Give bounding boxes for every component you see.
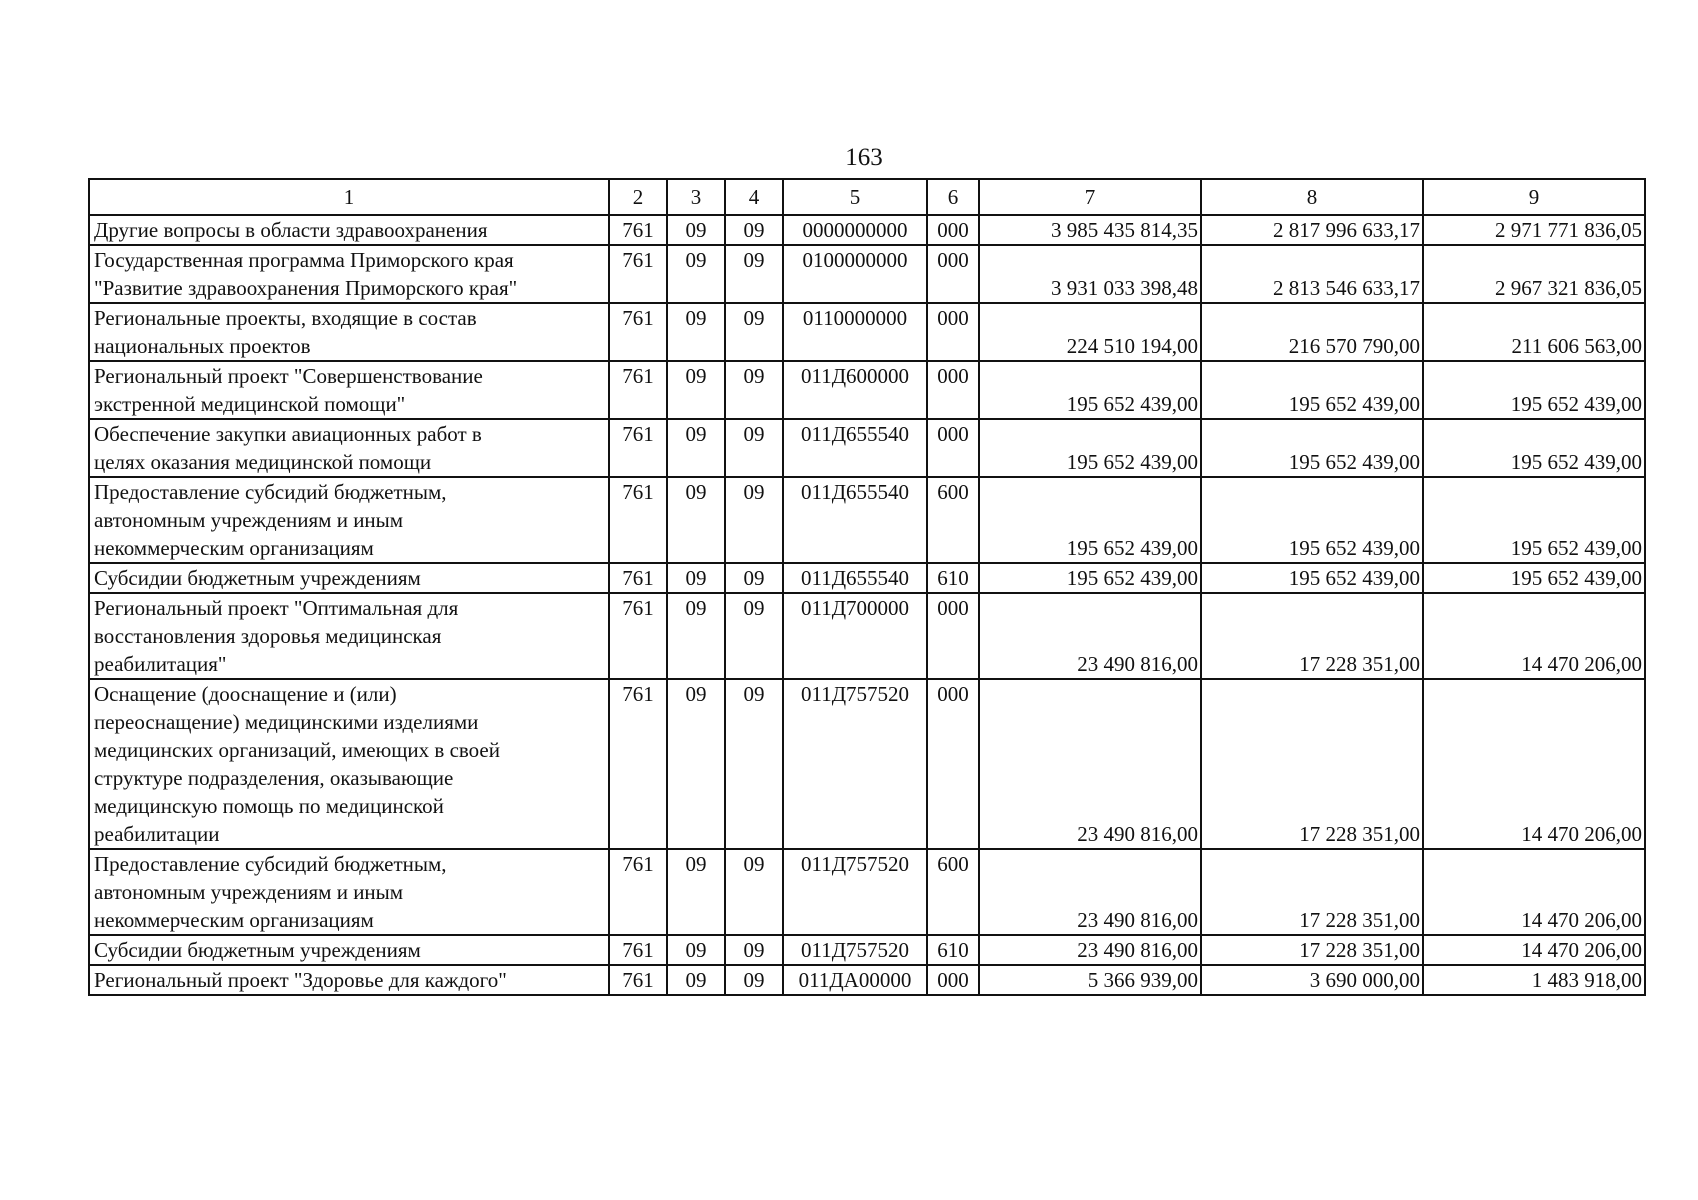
code-col-6: 000 bbox=[927, 965, 979, 995]
row-name-line: экстренной медицинской помощи" bbox=[94, 392, 406, 416]
code-col-5: 011Д600000 bbox=[783, 361, 927, 419]
code-col-6: 000 bbox=[927, 215, 979, 245]
table-row bbox=[89, 965, 1645, 995]
code-col-2: 761 bbox=[609, 215, 667, 245]
row-name-line: реабилитации bbox=[94, 822, 220, 846]
row-name-line: переоснащение) медицинскими изделиями bbox=[94, 710, 479, 734]
amount-col-9: 14 470 206,00 bbox=[1423, 849, 1645, 935]
row-name-line: Субсидии бюджетным учреждениям bbox=[94, 938, 421, 962]
row-name-line: Предоставление субсидий бюджетным, bbox=[94, 480, 447, 504]
row-name-line: Другие вопросы в области здравоохранения bbox=[94, 218, 488, 242]
table-row bbox=[89, 215, 1645, 245]
code-col-4: 09 bbox=[725, 679, 783, 849]
row-name bbox=[89, 215, 609, 245]
table-row bbox=[89, 245, 1645, 303]
amount-col-7: 224 510 194,00 bbox=[979, 303, 1201, 361]
code-col-4: 09 bbox=[725, 477, 783, 563]
code-col-2: 761 bbox=[609, 361, 667, 419]
amount-col-8: 3 690 000,00 bbox=[1201, 965, 1423, 995]
code-col-6: 610 bbox=[927, 935, 979, 965]
amount-col-9: 14 470 206,00 bbox=[1423, 679, 1645, 849]
code-col-5: 011Д700000 bbox=[783, 593, 927, 679]
amount-col-7: 23 490 816,00 bbox=[979, 679, 1201, 849]
row-name-line: медицинских организаций, имеющих в своей bbox=[94, 738, 500, 762]
header-cell: 5 bbox=[783, 179, 927, 215]
header-cell: 4 bbox=[725, 179, 783, 215]
row-name-line: Оснащение (дооснащение и (или) bbox=[94, 682, 397, 706]
row-name-line: Обеспечение закупки авиационных работ в bbox=[94, 422, 482, 446]
table-row bbox=[89, 679, 1645, 849]
amount-col-8: 17 228 351,00 bbox=[1201, 935, 1423, 965]
code-col-4: 09 bbox=[725, 563, 783, 593]
code-col-6: 000 bbox=[927, 245, 979, 303]
code-col-5: 0000000000 bbox=[783, 215, 927, 245]
amount-col-8: 17 228 351,00 bbox=[1201, 593, 1423, 679]
code-col-6: 600 bbox=[927, 477, 979, 563]
row-name-line: Региональный проект "Здоровье для каждого" bbox=[94, 968, 507, 992]
code-col-6: 610 bbox=[927, 563, 979, 593]
amount-col-8: 195 652 439,00 bbox=[1201, 563, 1423, 593]
code-col-5: 011Д757520 bbox=[783, 849, 927, 935]
code-col-2: 761 bbox=[609, 477, 667, 563]
amount-col-7: 195 652 439,00 bbox=[979, 419, 1201, 477]
code-col-3: 09 bbox=[667, 303, 725, 361]
budget-table bbox=[88, 178, 1646, 996]
amount-col-7: 5 366 939,00 bbox=[979, 965, 1201, 995]
code-col-2: 761 bbox=[609, 679, 667, 849]
table-row bbox=[89, 361, 1645, 419]
amount-col-7: 3 931 033 398,48 bbox=[979, 245, 1201, 303]
code-col-3: 09 bbox=[667, 679, 725, 849]
amount-col-7: 195 652 439,00 bbox=[979, 477, 1201, 563]
code-col-3: 09 bbox=[667, 849, 725, 935]
row-name bbox=[89, 361, 609, 419]
row-name-line: Государственная программа Приморского края bbox=[94, 248, 514, 272]
row-name bbox=[89, 935, 609, 965]
code-col-4: 09 bbox=[725, 965, 783, 995]
row-name-line: некоммерческим организациям bbox=[94, 908, 374, 932]
header-cell: 1 bbox=[89, 179, 609, 215]
amount-col-7: 195 652 439,00 bbox=[979, 361, 1201, 419]
amount-col-7: 195 652 439,00 bbox=[979, 563, 1201, 593]
code-col-3: 09 bbox=[667, 593, 725, 679]
code-col-3: 09 bbox=[667, 935, 725, 965]
code-col-2: 761 bbox=[609, 849, 667, 935]
row-name bbox=[89, 849, 609, 935]
row-name bbox=[89, 593, 609, 679]
code-col-5: 0110000000 bbox=[783, 303, 927, 361]
code-col-4: 09 bbox=[725, 935, 783, 965]
amount-col-9: 211 606 563,00 bbox=[1423, 303, 1645, 361]
code-col-6: 000 bbox=[927, 419, 979, 477]
amount-col-8: 195 652 439,00 bbox=[1201, 419, 1423, 477]
row-name bbox=[89, 303, 609, 361]
code-col-2: 761 bbox=[609, 935, 667, 965]
amount-col-9: 14 470 206,00 bbox=[1423, 593, 1645, 679]
code-col-5: 011Д757520 bbox=[783, 935, 927, 965]
row-name bbox=[89, 563, 609, 593]
code-col-4: 09 bbox=[725, 303, 783, 361]
code-col-4: 09 bbox=[725, 419, 783, 477]
amount-col-7: 3 985 435 814,35 bbox=[979, 215, 1201, 245]
code-col-3: 09 bbox=[667, 477, 725, 563]
code-col-3: 09 bbox=[667, 965, 725, 995]
amount-col-8: 2 813 546 633,17 bbox=[1201, 245, 1423, 303]
code-col-6: 000 bbox=[927, 361, 979, 419]
amount-col-9: 195 652 439,00 bbox=[1423, 419, 1645, 477]
amount-col-7: 23 490 816,00 bbox=[979, 593, 1201, 679]
code-col-5: 0100000000 bbox=[783, 245, 927, 303]
table-row bbox=[89, 419, 1645, 477]
code-col-6: 000 bbox=[927, 679, 979, 849]
table-row bbox=[89, 593, 1645, 679]
code-col-2: 761 bbox=[609, 419, 667, 477]
code-col-5: 011Д757520 bbox=[783, 679, 927, 849]
row-name-line: национальных проектов bbox=[94, 334, 311, 358]
code-col-4: 09 bbox=[725, 593, 783, 679]
amount-col-8: 195 652 439,00 bbox=[1201, 477, 1423, 563]
amount-col-7: 23 490 816,00 bbox=[979, 849, 1201, 935]
amount-col-9: 1 483 918,00 bbox=[1423, 965, 1645, 995]
amount-col-9: 2 967 321 836,05 bbox=[1423, 245, 1645, 303]
row-name bbox=[89, 419, 609, 477]
header-row bbox=[89, 179, 1645, 215]
row-name-line: Региональный проект "Совершенствование bbox=[94, 364, 483, 388]
amount-col-9: 195 652 439,00 bbox=[1423, 361, 1645, 419]
row-name bbox=[89, 679, 609, 849]
code-col-3: 09 bbox=[667, 361, 725, 419]
amount-col-9: 2 971 771 836,05 bbox=[1423, 215, 1645, 245]
table-row bbox=[89, 849, 1645, 935]
code-col-2: 761 bbox=[609, 303, 667, 361]
amount-col-8: 17 228 351,00 bbox=[1201, 679, 1423, 849]
row-name-line: автономным учреждениям и иным bbox=[94, 880, 404, 904]
row-name bbox=[89, 477, 609, 563]
row-name-line: автономным учреждениям и иным bbox=[94, 508, 404, 532]
code-col-6: 600 bbox=[927, 849, 979, 935]
code-col-6: 000 bbox=[927, 303, 979, 361]
row-name-line: структуре подразделения, оказывающие bbox=[94, 766, 454, 790]
header-cell: 2 bbox=[609, 179, 667, 215]
header-cell: 7 bbox=[979, 179, 1201, 215]
row-name-line: целях оказания медицинской помощи bbox=[94, 450, 432, 474]
row-name-line: Региональные проекты, входящие в состав bbox=[94, 306, 477, 330]
code-col-4: 09 bbox=[725, 245, 783, 303]
amount-col-8: 17 228 351,00 bbox=[1201, 849, 1423, 935]
code-col-5: 011Д655540 bbox=[783, 419, 927, 477]
row-name-line: медицинскую помощь по медицинской bbox=[94, 794, 444, 818]
code-col-5: 011Д655540 bbox=[783, 477, 927, 563]
amount-col-8: 2 817 996 633,17 bbox=[1201, 215, 1423, 245]
code-col-4: 09 bbox=[725, 361, 783, 419]
amount-col-9: 195 652 439,00 bbox=[1423, 477, 1645, 563]
code-col-5: 011ДА00000 bbox=[783, 965, 927, 995]
table-row bbox=[89, 477, 1645, 563]
row-name-line: "Развитие здравоохранения Приморского края" bbox=[94, 276, 518, 300]
code-col-3: 09 bbox=[667, 245, 725, 303]
code-col-3: 09 bbox=[667, 419, 725, 477]
amount-col-9: 195 652 439,00 bbox=[1423, 563, 1645, 593]
amount-col-8: 195 652 439,00 bbox=[1201, 361, 1423, 419]
code-col-2: 761 bbox=[609, 965, 667, 995]
code-col-5: 011Д655540 bbox=[783, 563, 927, 593]
code-col-4: 09 bbox=[725, 849, 783, 935]
code-col-2: 761 bbox=[609, 245, 667, 303]
row-name-line: восстановления здоровья медицинская bbox=[94, 624, 442, 648]
row-name bbox=[89, 965, 609, 995]
code-col-3: 09 bbox=[667, 563, 725, 593]
amount-col-8: 216 570 790,00 bbox=[1201, 303, 1423, 361]
amount-col-7: 23 490 816,00 bbox=[979, 935, 1201, 965]
page-number: 163 bbox=[845, 144, 883, 171]
code-col-4: 09 bbox=[725, 215, 783, 245]
header-cell: 9 bbox=[1423, 179, 1645, 215]
code-col-3: 09 bbox=[667, 215, 725, 245]
row-name bbox=[89, 245, 609, 303]
table-row bbox=[89, 303, 1645, 361]
row-name-line: некоммерческим организациям bbox=[94, 536, 374, 560]
amount-col-9: 14 470 206,00 bbox=[1423, 935, 1645, 965]
row-name-line: реабилитация" bbox=[94, 652, 227, 676]
code-col-2: 761 bbox=[609, 593, 667, 679]
row-name-line: Предоставление субсидий бюджетным, bbox=[94, 852, 447, 876]
row-name-line: Субсидии бюджетным учреждениям bbox=[94, 566, 421, 590]
code-col-2: 761 bbox=[609, 563, 667, 593]
code-col-6: 000 bbox=[927, 593, 979, 679]
table-row bbox=[89, 935, 1645, 965]
table-row bbox=[89, 563, 1645, 593]
header-cell: 6 bbox=[927, 179, 979, 215]
header-cell: 8 bbox=[1201, 179, 1423, 215]
header-cell: 3 bbox=[667, 179, 725, 215]
row-name-line: Региональный проект "Оптимальная для bbox=[94, 596, 459, 620]
